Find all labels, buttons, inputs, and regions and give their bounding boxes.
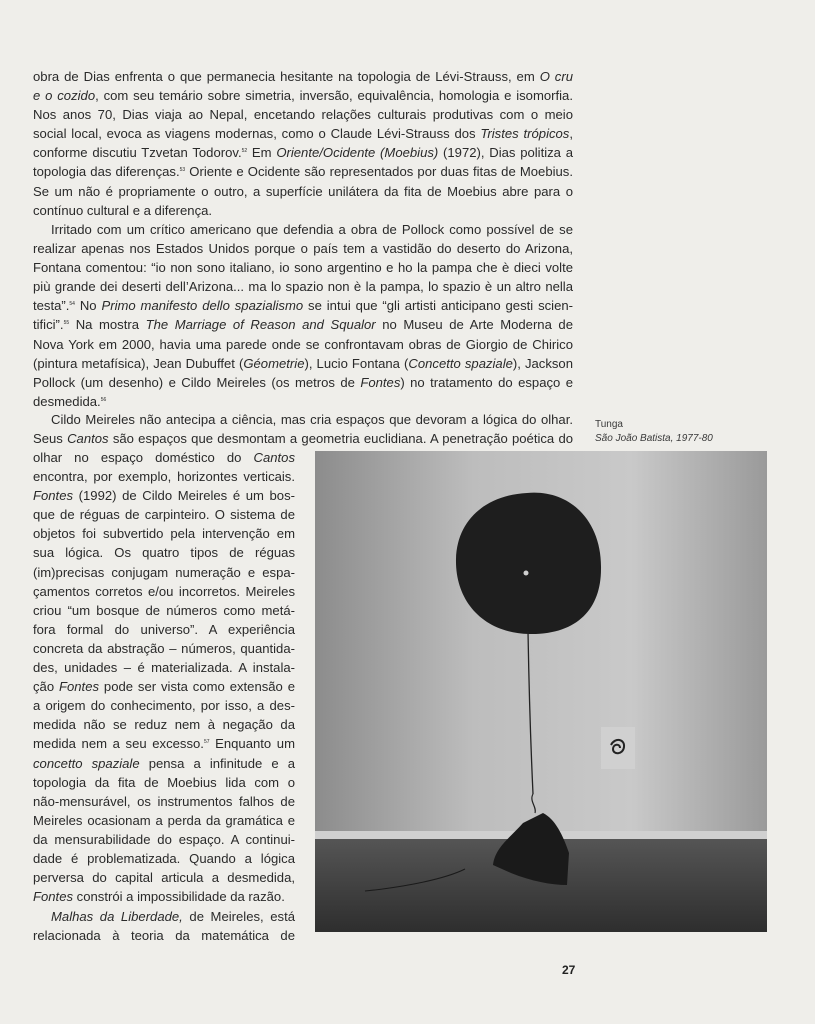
text-line: des, unidades – é materializada. A instala-	[33, 660, 295, 676]
paragraph-malhas	[33, 907, 295, 945]
text-line: perversa do capital articula a desmedida,	[33, 870, 295, 886]
text-line: dade é problematizada. Quando a lógica	[33, 850, 295, 866]
text-line: medida não se reduz nem à negação da	[33, 717, 295, 733]
text-line: conforme discutiu Tzvetan Todorov.$^{52}$ Em Oriente/Ocidente (Moebius) (1972), Dias politiza a	[33, 145, 573, 161]
text-line: criou “um bosque de números como metá-	[33, 602, 295, 618]
text-line: (im)precisas conjugam numeração e espa-	[33, 564, 295, 580]
paragraph-cildo-intro	[33, 410, 573, 448]
text-line: Meireles ocasionam a perda da gramática e	[33, 812, 295, 828]
text-line: olhar no espaço doméstico do Cantos	[33, 450, 295, 465]
text-line: sua lógica. Os quatro tipos de réguas	[33, 545, 295, 561]
text-line: (pintura metafísica), Jean Dubuffet (Géometrie), Lucio Fontana (Concetto spaziale), Jackson	[33, 355, 574, 371]
text-line: çamentos corretos e/ou incorretos. Meireles	[33, 583, 295, 599]
text-line: medida nem a seu excesso.$^{57}$ Enquanto um	[33, 736, 295, 752]
text-line: concetto spaziale pensa a infinitude e a	[33, 755, 295, 771]
text-line: topologia da fita de Moebius lida com o	[33, 774, 295, 790]
text-line: Malhas da Liberdade, de Meireles, está	[51, 909, 296, 924]
artwork-photo-image	[315, 451, 767, 932]
text-line: da mensurabilidade do espaço. A continui-	[33, 831, 295, 847]
text-line: contínuo cultural e a diferença.	[33, 202, 213, 218]
text-line: relacionada à teoria da matemática de	[33, 928, 295, 944]
page-number: 27	[562, 963, 576, 977]
text-line: objetos foi subvertido pela intervenção em	[33, 526, 295, 542]
text-line: testa”.$^{54}$ No Primo manifesto dello spazialismo se intui que “gli artisti anticipano gesti scien-	[33, 298, 573, 314]
text-line: topologia das diferenças.$^{53}$ Oriente e Ocidente são representados por duas fitas de Moebius.	[33, 164, 573, 180]
text-line: ção Fontes pode ser vista como extensão e	[33, 679, 296, 695]
paragraph-fontana	[33, 220, 573, 411]
text-line: Fontes (1992) de Cildo Meireles é um bos-	[33, 488, 295, 504]
text-line: fora formal do universo”. A experiência	[33, 621, 295, 637]
text-line: Irritado com um crítico americano que defendia a obra de Pollock como possível de se	[51, 222, 573, 237]
text-line: Cildo Meireles não antecipa a ciência, mas cria espaços que devoram a lógica do olhar.	[51, 412, 573, 427]
text-line: tifici”.$^{55}$ Na mostra The Marriage of Reason and Squalor no Museu de Arte Moderna de	[33, 317, 573, 333]
paragraph-dias	[33, 67, 573, 220]
figure-caption	[595, 418, 713, 446]
text-line: Nova York em 2000, havia uma parede onde se confrontavam obras de Giorgio de Chirico	[33, 336, 573, 352]
artwork-photo	[315, 451, 767, 932]
text-line: Nos anos 70, Dias viaja ao Nepal, encetando relações culturais produtivas com o meio	[33, 107, 573, 123]
text-line: Fontana comentou: “io non sono italiano, io sono argentino e ho la pampa che è dieci volte	[33, 260, 573, 276]
text-line: Se um não é propriamente o outro, a superfície unilátera da fita de Moebius abre para o	[33, 183, 573, 199]
text-line: concreta da abstração – números, quantida-	[33, 640, 295, 656]
text-line: social local, evoca as viagens modernas, como o Claude Lévi-Strauss dos Tristes trópicos,	[33, 126, 573, 142]
text-line: Pollock (um desenho) e Cildo Meireles (os metros de Fontes) no tratamento do espaço e	[33, 374, 573, 390]
text-line: não-mensurável, os instrumentos falhos de	[33, 793, 295, 809]
text-line: a origem do conhecimento, por isso, a des-	[33, 698, 295, 714]
caption-work: São João Batista, 1977-80	[595, 433, 713, 444]
text-line: obra de Dias enfrenta o que permanecia hesitante na topologia de Lévi-Strauss, em O cru	[33, 69, 573, 84]
text-line: più grande dei deserti dell’Arizona... ma lo spazio non è la pampa, lo spazio è un altro nella	[33, 279, 573, 295]
text-line: desmedida.$^{56}$	[33, 393, 107, 409]
text-line: encontra, por exemplo, horizontes verticais.	[33, 469, 295, 485]
paragraph-cildo-column	[33, 448, 295, 906]
text-line: realizar apenas nos Estados Unidos porque o país tem a vastidão do deserto do Arizona,	[33, 241, 573, 257]
caption-artist: Tunga	[595, 419, 623, 430]
text-line: e o cozido, com seu temário sobre simetria, inversão, equivalência, homologia e isomorfia.	[33, 88, 573, 104]
text-line: Seus Cantos são espaços que desmontam a geometria euclidiana. A penetração poética do	[33, 431, 574, 447]
text-line: que de réguas de carpinteiro. O sistema de	[33, 507, 295, 523]
text-line: Fontes constrói a impossibilidade da razão.	[33, 889, 285, 905]
